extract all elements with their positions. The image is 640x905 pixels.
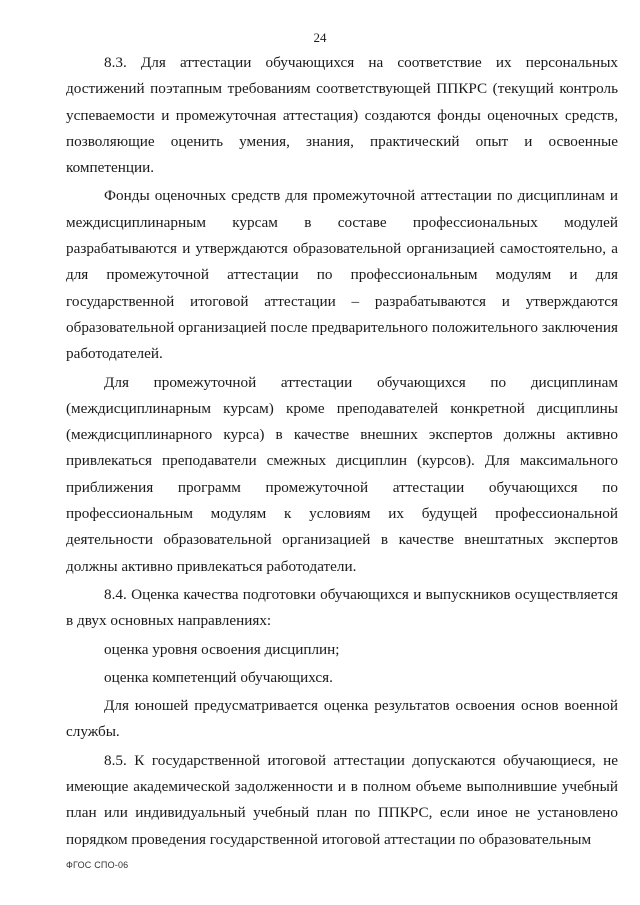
paragraph-8-3: 8.3. Для аттестации обучающихся на соответствие их персональных достижений поэтапным требованиям соответствующей ППКРС (текущий контроль успеваемости и промежуточная аттестация) создаются фонды оценочных средств, позволяющие оценить умения, знания, практический опыт и освоенные компетенции. — [66, 54, 618, 177]
paragraph-8-4: 8.4. Оценка качества подготовки обучающихся и выпускников осуществляется в двух основных направлениях: — [66, 585, 618, 630]
paragraph-military-service: Для юношей предусматривается оценка результатов освоения основ военной службы. — [66, 697, 618, 741]
paragraph-direction-disciplines: оценка уровня освоения дисциплин; — [104, 640, 340, 658]
paragraph-8-5: 8.5. К государственной итоговой аттестации допускаются обучающиеся, не имеющие академической задолженности и в полном объеме выполнившие учебный план или индивидуальный учебный план по ППКРС, если иное не установлено порядком проведения государственной итоговой аттестации по образовательным — [66, 751, 618, 848]
paragraph-intermediate-attestation: Для промежуточной аттестации обучающихся по дисциплинам (междисциплинарным курсам) кроме преподавателей конкретной дисциплины (междисциплинарного курса) в качестве внешних экспертов должны активно привлекаться преподаватели смежных дисциплин (курсов). Для максимального приближения программ промежуточной аттестации обучающихся по профессиональным модулям к условиям их будущей профессиональной деятельности образовательной организацией в качестве внештатных экспертов должны активно привлекаться работодатели. — [66, 373, 618, 575]
paragraph-direction-competencies: оценка компетенций обучающихся. — [104, 668, 333, 686]
page-number: 24 — [313, 30, 327, 45]
paragraph-assessment-funds: Фонды оценочных средств для промежуточной аттестации по дисциплинам и междисциплинарным курсам в составе профессиональных модулей разрабатываются и утверждаются образовательной организацией самостоятельно, а для промежуточной аттестации по профессиональным модулям и для государственной итоговой аттестации – разрабатываются и утверждаются образовательной организацией после предварительного положительного заключения работодателей. — [66, 187, 618, 363]
document-body — [66, 50, 618, 853]
footer-standard-code: ФГОС СПО-06 — [66, 860, 129, 870]
